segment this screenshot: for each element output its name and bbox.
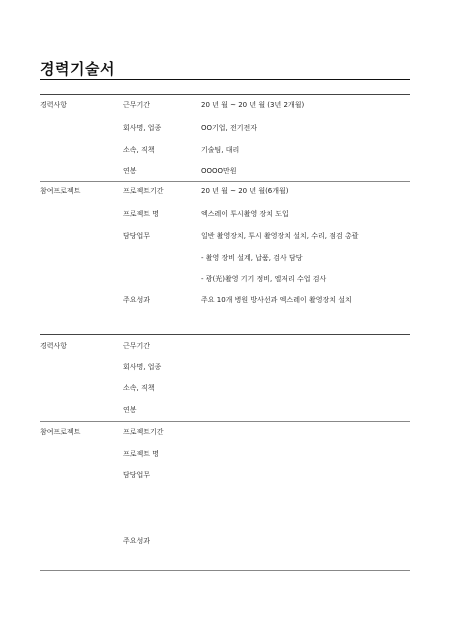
- field-value-duties-detail-2: - 광(光)촬영 기기 정비, 엘저리 수업 검사: [201, 275, 327, 283]
- field-label-company: 회사명, 업종: [123, 124, 162, 132]
- section-label-projects: 참여프로젝트: [40, 187, 81, 195]
- field-value-salary: OOOO만원: [201, 167, 237, 175]
- field-label-department: 소속, 직책: [123, 384, 155, 392]
- field-label-project-period: 프로젝트기간: [123, 428, 164, 436]
- field-label-department: 소속, 직책: [123, 146, 155, 154]
- section-label-projects: 참여프로젝트: [40, 428, 81, 436]
- field-value-company: OO기업, 전기전자: [201, 124, 258, 132]
- field-label-duties: 담당업무: [123, 471, 151, 479]
- section-label-career: 경력사항: [40, 101, 68, 109]
- field-label-achievements: 주요성과: [123, 296, 151, 304]
- field-value-achievements: 주요 10개 병원 방사선과 엑스레이 촬영장치 설치: [201, 296, 352, 304]
- field-value-project-period: 20 년 월 ~ 20 년 월(6개월): [201, 187, 289, 195]
- field-label-project-name: 프로젝트 명: [123, 450, 160, 458]
- section-divider: [40, 94, 410, 95]
- field-label-salary: 연봉: [123, 167, 137, 175]
- field-label-project-period: 프로젝트기간: [123, 187, 164, 195]
- field-value-department: 기술팀, 대리: [201, 146, 240, 154]
- title-underline: [40, 79, 410, 80]
- field-label-work-period: 근무기간: [123, 101, 151, 109]
- field-label-company: 회사명, 업종: [123, 363, 162, 371]
- section-label-career: 경력사항: [40, 342, 68, 350]
- field-value-project-name: 엑스레이 투시촬영 장치 도입: [201, 210, 289, 218]
- field-label-achievements: 주요성과: [123, 537, 151, 545]
- field-value-work-period: 20 년 월 ~ 20 년 월 (3년 2개월): [201, 101, 305, 109]
- subsection-divider: [40, 181, 410, 182]
- field-value-duties-detail-1: - 촬영 장비 설계, 납품, 검사 담당: [201, 254, 303, 262]
- field-label-project-name: 프로젝트 명: [123, 210, 160, 218]
- subsection-divider: [40, 421, 410, 422]
- bottom-divider: [40, 570, 410, 571]
- field-label-duties: 담당업무: [123, 232, 151, 240]
- section-divider: [40, 334, 410, 335]
- field-value-duties: 일반 촬영장치, 투시 촬영장치 설치, 수리, 점검 총괄: [201, 232, 359, 240]
- document-title: 경력기술서: [40, 60, 115, 78]
- field-label-work-period: 근무기간: [123, 342, 151, 350]
- field-label-salary: 연봉: [123, 406, 137, 414]
